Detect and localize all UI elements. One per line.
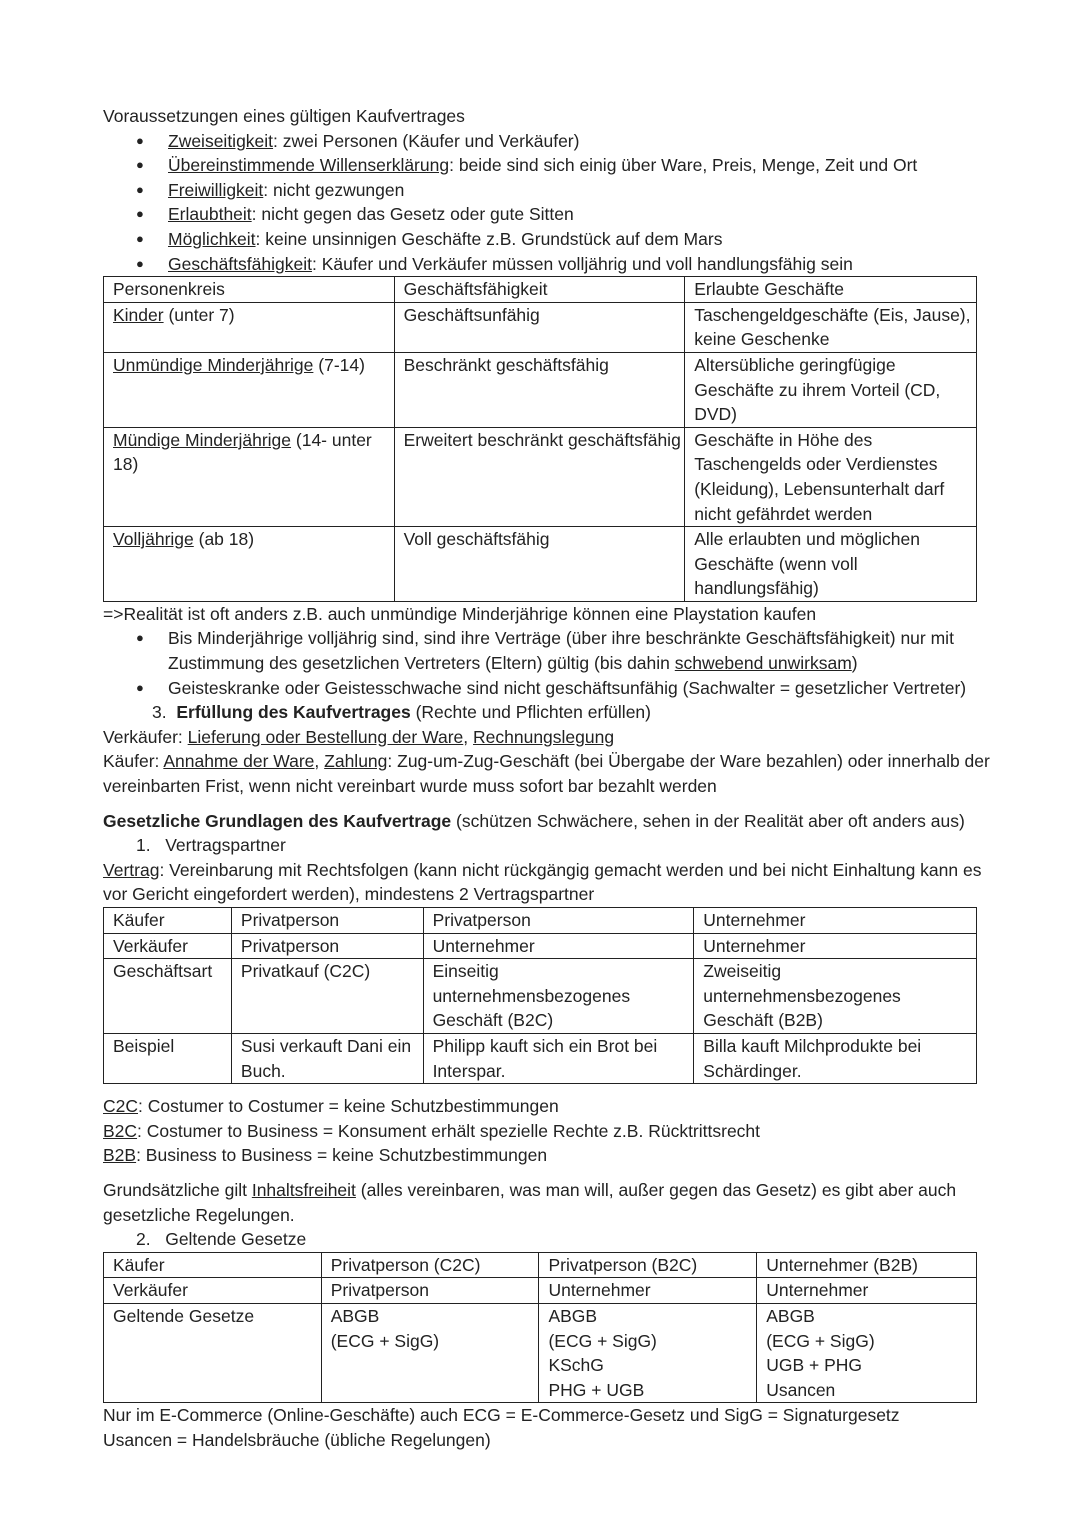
table-header-cell: Erlaubte Geschäfte [685, 277, 977, 303]
table-cell: Zweiseitig unternehmensbezogenes Geschäft (B2B) [694, 959, 977, 1034]
table-cell: Unternehmer [539, 1278, 757, 1304]
table-header-cell: Geschäftsfähigkeit [394, 277, 685, 303]
table-row [104, 908, 977, 934]
buyer-duties: Käufer: Annahme der Ware, Zahlung: Zug-um-Zug-Geschäft (bei Übergabe der Ware bezahlen) oder innerhalb der vereinbarten Frist, wenn nicht vereinbart wurde muss sofort bar bezahlt werden [103, 751, 990, 797]
principle-paragraph: Grundsätzliche gilt Inhaltsfreiheit (alles vereinbaren, was man will, außer gegen das Gesetz) es gibt aber auch gesetzliche Regelungen. [103, 1179, 957, 1225]
table-cell: Beschränkt geschäftsfähig [394, 352, 685, 427]
table-row [104, 527, 977, 602]
table-cell: Altersübliche geringfügige Geschäfte zu ihrem Vorteil (CD, DVD) [685, 352, 977, 427]
list-item: ● Möglichkeit: keine unsinnigen Geschäfte z.B. Grundstück auf dem Mars [103, 227, 1003, 252]
law-table [103, 1252, 977, 1404]
list-item: ● Geschäftsfähigkeit: Käufer und Verkäufer müssen volljährig und voll handlungsfähig sein [103, 252, 1003, 277]
table-cell: Privatperson [423, 908, 694, 934]
spacer [103, 799, 1003, 809]
table-row [104, 1252, 977, 1278]
footer-note: Nur im E-Commerce (Online-Geschäfte) auch ECG = E-Commerce-Gesetz und SigG = Signaturgesetz [103, 1405, 900, 1426]
table-cell: Unternehmer [694, 933, 977, 959]
list-item: ● Zweiseitigkeit: zwei Personen (Käufer und Verkäufer) [103, 129, 1003, 154]
table-cell: Privatperson [231, 933, 423, 959]
list-item: ● Erlaubtheit: nicht gegen das Gesetz oder gute Sitten [103, 202, 1003, 227]
table-cell: Beispiel [104, 1033, 232, 1083]
table-cell: Taschengeldgeschäfte (Eis, Jause), keine Geschenke [685, 302, 977, 352]
capacity-table [103, 276, 977, 602]
table-cell: Philipp kauft sich ein Brot bei Interspar. [423, 1033, 694, 1083]
table-cell: Einseitig unternehmensbezogenes Geschäft (B2C) [423, 959, 694, 1034]
table-cell: Privatperson (B2C) [539, 1252, 757, 1278]
table-row [104, 1033, 977, 1083]
table-row [104, 1278, 977, 1304]
contract-definition: Vertrag: Vereinbarung mit Rechtsfolgen (kann nicht rückgängig gemacht werden und bei nicht Einhaltung kann es vor Gericht eingefordert werden), mindestens 2 Vertragspartner [103, 859, 982, 905]
spacer [103, 1168, 1003, 1178]
table-cell: Susi verkauft Dani ein Buch. [231, 1033, 423, 1083]
table-cell: Käufer [104, 908, 232, 934]
table-cell: ABGB (ECG + SigG) [321, 1303, 539, 1402]
table-cell: Privatkauf (C2C) [231, 959, 423, 1034]
table-cell: Verkäufer [104, 1278, 322, 1304]
table-cell: Billa kauft Milchprodukte bei Schärdinger. [694, 1033, 977, 1083]
table-cell: Mündige Minderjährige (14- unter 18) [104, 427, 395, 526]
table-row [104, 352, 977, 427]
list-item: ● Bis Minderjährige volljährig sind, sind ihre Verträge (über ihre beschränkte Geschäftsfähigkeit) nur mit Zustimmung des gesetzlichen Vertreters (Eltern) gültig (bis dahin schwebend unwirksam) [103, 626, 1003, 675]
table-cell: Kinder (unter 7) [104, 302, 395, 352]
list-item: ● Übereinstimmende Willenserklärung: beide sind sich einig über Ware, Preis, Menge, Zeit und Ort [103, 153, 1003, 178]
minors-list [103, 626, 1003, 700]
table-row [104, 427, 977, 526]
table-header-row [104, 277, 977, 303]
numbered-item: 2. Geltende Gesetze [136, 1229, 307, 1250]
table-cell: Unternehmer (B2B) [757, 1252, 977, 1278]
table-cell: Privatperson (C2C) [321, 1252, 539, 1278]
table-cell: Privatperson [231, 908, 423, 934]
definition-line: B2C: Costumer to Business = Konsument erhält spezielle Rechte z.B. Rücktrittsrecht [103, 1120, 761, 1141]
table-cell: Unternehmer [757, 1278, 977, 1304]
table-cell: Volljährige (ab 18) [104, 527, 395, 602]
seller-duties: Verkäufer: Lieferung oder Bestellung der Ware, Rechnungslegung [103, 726, 615, 747]
table-cell: Geschäftsunfähig [394, 302, 685, 352]
table-cell: Geltende Gesetze [104, 1303, 322, 1402]
list-item: ● Freiwilligkeit: nicht gezwungen [103, 178, 1003, 203]
partner-table [103, 907, 977, 1084]
table-cell: Alle erlaubten und möglichen Geschäfte (wenn voll handlungsfähig) [685, 527, 977, 602]
document-page [103, 104, 1003, 1452]
table-cell: ABGB (ECG + SigG) UGB + PHG Usancen [757, 1303, 977, 1402]
spacer [103, 1084, 1003, 1094]
table-cell: ABGB (ECG + SigG) KSchG PHG + UGB [539, 1303, 757, 1402]
prerequisites-list [103, 129, 1003, 277]
table-cell: Unmündige Minderjährige (7-14) [104, 352, 395, 427]
reality-note: =>Realität ist oft anders z.B. auch unmündige Minderjährige können eine Playstation kaufen [103, 603, 817, 624]
section-heading: Voraussetzungen eines gültigen Kaufvertrages [103, 106, 465, 126]
table-row [104, 302, 977, 352]
table-cell: Voll geschäftsfähig [394, 527, 685, 602]
table-cell: Geschäfte in Höhe des Taschengelds oder Verdienstes (Kleidung), Lebensunterhalt darf nicht gefährdet werden [685, 427, 977, 526]
list-item: ● Geisteskranke oder Geistesschwache sind nicht geschäftsunfähig (Sachwalter = gesetzlicher Vertreter) [103, 676, 1003, 701]
table-header-cell: Personenkreis [104, 277, 395, 303]
legal-heading: Gesetzliche Grundlagen des Kaufvertrage (schützen Schwächere, sehen in der Realität aber oft anders aus) [103, 810, 965, 831]
definition-line: B2B: Business to Business = keine Schutzbestimmungen [103, 1145, 548, 1166]
table-cell: Privatperson [321, 1278, 539, 1304]
table-row [104, 933, 977, 959]
footer-note: Usancen = Handelsbräuche (übliche Regelungen) [103, 1429, 491, 1450]
definition-line: C2C: Costumer to Costumer = keine Schutzbestimmungen [103, 1096, 559, 1117]
table-row [104, 1303, 977, 1402]
table-cell: Käufer [104, 1252, 322, 1278]
table-cell: Verkäufer [104, 933, 232, 959]
table-cell: Geschäftsart [104, 959, 232, 1034]
fulfilment-heading: 3. Erfüllung des Kaufvertrages (Rechte und Pflichten erfüllen) [152, 702, 651, 723]
table-cell: Erweitert beschränkt geschäftsfähig [394, 427, 685, 526]
table-cell: Unternehmer [694, 908, 977, 934]
table-cell: Unternehmer [423, 933, 694, 959]
numbered-item: 1. Vertragspartner [136, 835, 286, 856]
table-row [104, 959, 977, 1034]
